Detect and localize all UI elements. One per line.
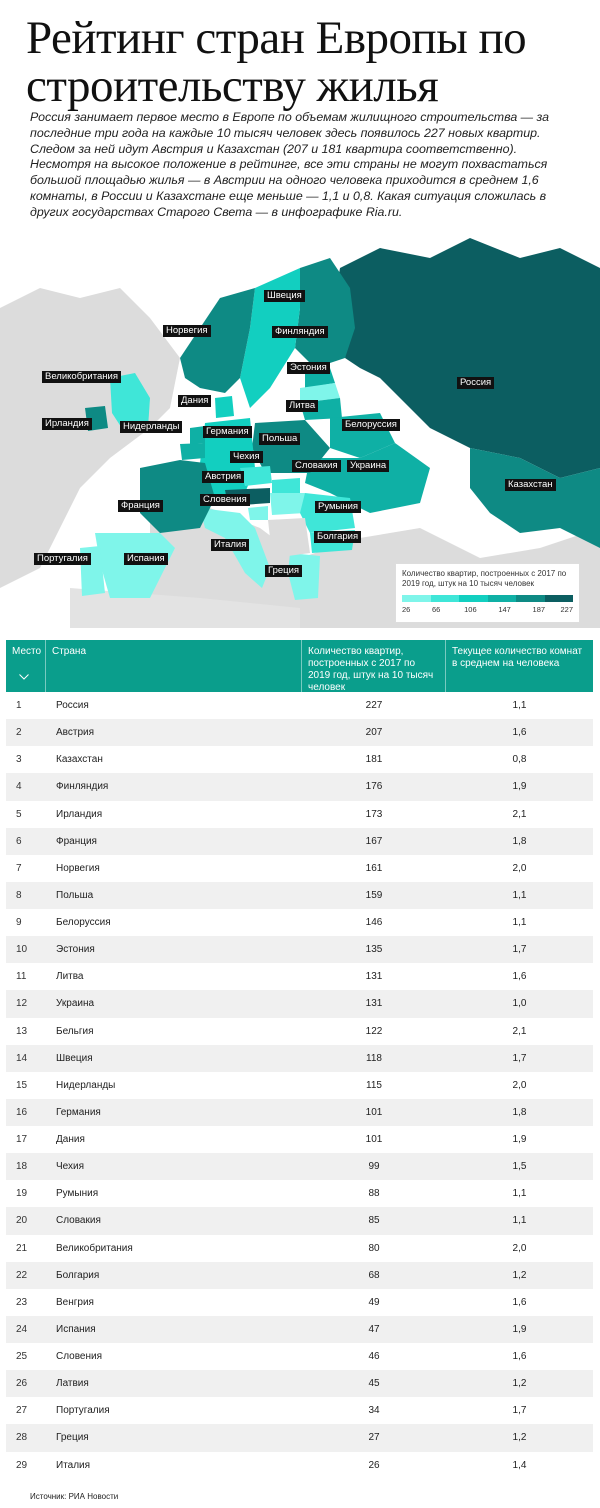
cell-country: Испания <box>56 1323 96 1335</box>
cell-flats: 88 <box>368 1188 380 1200</box>
cell-rooms: 1,1 <box>512 1215 527 1227</box>
table-row <box>6 990 593 1017</box>
table-row <box>6 909 593 936</box>
cell-rank: 4 <box>16 781 22 793</box>
table-row <box>6 855 593 882</box>
table-row <box>6 1235 593 1262</box>
cell-rank: 3 <box>16 754 22 766</box>
cell-flats: 227 <box>365 700 383 712</box>
cell-rooms: 1,9 <box>512 1134 527 1146</box>
cell-country: Польша <box>56 889 94 901</box>
map-label-estonia: Эстония <box>287 362 330 374</box>
cell-flats: 122 <box>365 1025 383 1037</box>
cell-country: Литва <box>56 971 84 983</box>
map-label-russia: Россия <box>457 377 494 389</box>
page-title: Рейтинг стран Европы по строительству жилья <box>26 12 527 112</box>
cell-flats: 26 <box>368 1459 380 1471</box>
cell-rooms: 2,1 <box>512 808 527 820</box>
header-rank-label: Место <box>12 646 42 657</box>
table-row <box>6 1370 593 1397</box>
table-row <box>6 1126 593 1153</box>
table-row <box>6 1018 593 1045</box>
legend-color-scale <box>402 595 573 602</box>
map-legend <box>395 563 580 623</box>
legend-swatch <box>459 595 488 602</box>
map-label-lithuania: Литва <box>286 400 318 412</box>
cell-rooms: 1,6 <box>512 971 527 983</box>
header-rooms[interactable]: Текущее количество комнат в среднем на человека <box>452 646 583 669</box>
map-label-slovakia: Словакия <box>292 460 341 472</box>
cell-rooms: 2,0 <box>512 1079 527 1091</box>
cell-country: Венгрия <box>56 1296 94 1308</box>
legend-tick: 26 <box>402 605 411 614</box>
cell-rooms: 1,1 <box>512 889 527 901</box>
cell-rooms: 1,0 <box>512 998 527 1010</box>
cell-flats: 46 <box>368 1351 380 1363</box>
cell-rooms: 1,2 <box>512 1269 527 1281</box>
map-label-ireland: Ирландия <box>42 418 92 430</box>
cell-flats: 27 <box>368 1432 380 1444</box>
table-row <box>6 1072 593 1099</box>
cell-flats: 161 <box>365 862 383 874</box>
map-label-sweden: Швеция <box>264 290 305 302</box>
cell-country: Австрия <box>56 727 95 739</box>
table-row <box>6 1289 593 1316</box>
cell-flats: 99 <box>368 1161 380 1173</box>
cell-rank: 7 <box>16 862 22 874</box>
cell-rank: 18 <box>16 1161 28 1173</box>
cell-country: Ирландия <box>56 808 103 820</box>
cell-rank: 10 <box>16 944 28 956</box>
cell-rooms: 1,5 <box>512 1161 527 1173</box>
legend-swatch <box>516 595 545 602</box>
map-label-portugal: Португалия <box>34 553 91 565</box>
legend-tick: 227 <box>560 605 573 614</box>
cell-flats: 167 <box>365 835 383 847</box>
map-slovakia <box>272 478 300 493</box>
map-hungary <box>270 493 305 515</box>
cell-country: Россия <box>56 700 89 712</box>
map-label-austria: Австрия <box>202 471 244 483</box>
map-label-uk: Великобритания <box>42 371 121 383</box>
cell-rank: 20 <box>16 1215 28 1227</box>
map-romania <box>300 493 355 533</box>
cell-rank: 26 <box>16 1378 28 1390</box>
map-label-slovenia: Словения <box>200 494 250 506</box>
legend-swatch <box>488 595 517 602</box>
map-label-denmark: Дания <box>178 395 211 407</box>
cell-rooms: 1,2 <box>512 1378 527 1390</box>
cell-country: Латвия <box>56 1378 89 1390</box>
map-label-italy: Италия <box>211 539 249 551</box>
cell-flats: 34 <box>368 1405 380 1417</box>
cell-rank: 17 <box>16 1134 28 1146</box>
cell-rank: 27 <box>16 1405 28 1417</box>
cell-flats: 135 <box>365 944 383 956</box>
cell-flats: 101 <box>365 1106 383 1118</box>
cell-rooms: 2,0 <box>512 862 527 874</box>
table-row <box>6 719 593 746</box>
map-label-czech: Чехия <box>230 451 263 463</box>
map-label-france: Франция <box>118 500 163 512</box>
cell-flats: 207 <box>365 727 383 739</box>
map-sweden <box>240 268 300 408</box>
cell-flats: 85 <box>368 1215 380 1227</box>
table-body <box>6 692 593 1479</box>
cell-rooms: 1,6 <box>512 1296 527 1308</box>
map-label-finland: Финляндия <box>272 326 328 338</box>
cell-flats: 49 <box>368 1296 380 1308</box>
cell-country: Германия <box>56 1106 101 1118</box>
cell-rank: 16 <box>16 1106 28 1118</box>
cell-country: Словения <box>56 1351 103 1363</box>
legend-title: Количество квартир, построенных с 2017 по 2019 год, штук на 10 тысяч человек <box>402 569 567 588</box>
cell-rank: 12 <box>16 998 28 1010</box>
cell-rooms: 1,1 <box>512 700 527 712</box>
cell-flats: 159 <box>365 889 383 901</box>
cell-rooms: 2,0 <box>512 1242 527 1254</box>
cell-country: Казахстан <box>56 754 103 766</box>
legend-swatch <box>402 595 431 602</box>
cell-country: Греция <box>56 1432 89 1444</box>
cell-rooms: 1,1 <box>512 917 527 929</box>
map-label-romania: Румыния <box>315 501 361 513</box>
table-row <box>6 1207 593 1234</box>
table-row <box>6 1099 593 1126</box>
cell-rooms: 1,6 <box>512 1351 527 1363</box>
lead-paragraph: Россия занимает первое место в Европе по объемам жилищного строительства — за последние три года на каждые 10 тысяч человек здесь появилось 227 новых квартир. Следом за ней идут Австрия и Казахстан (207 и 181 квартира соответственно). Несмотря на высокое положение в рейтинге, все эти страны не могут похвастаться большой площадью жилья — в Австрии на одного человека приходится в среднем 1,6 комнаты, в России и Казахстане еще меньше — 1,1 и 0,8. Какая ситуация сложилась в других государствах Старого Света — в инфографике Ria.ru. <box>30 110 550 219</box>
header-rank[interactable] <box>6 640 46 692</box>
cell-rank: 22 <box>16 1269 28 1281</box>
map-label-bulgaria: Болгария <box>314 531 361 543</box>
table-row <box>6 1452 593 1479</box>
cell-rank: 25 <box>16 1351 28 1363</box>
cell-flats: 131 <box>365 998 383 1010</box>
cell-rank: 24 <box>16 1323 28 1335</box>
cell-rank: 19 <box>16 1188 28 1200</box>
cell-country: Норвегия <box>56 862 100 874</box>
cell-rooms: 1,7 <box>512 944 527 956</box>
map-label-greece: Греция <box>265 565 302 577</box>
cell-flats: 173 <box>365 808 383 820</box>
cell-rooms: 1,4 <box>512 1459 527 1471</box>
cell-country: Словакия <box>56 1215 101 1227</box>
cell-rooms: 1,7 <box>512 1052 527 1064</box>
table-row <box>6 746 593 773</box>
legend-ticks <box>402 605 573 615</box>
cell-rank: 13 <box>16 1025 28 1037</box>
cell-rank: 14 <box>16 1052 28 1064</box>
cell-flats: 47 <box>368 1323 380 1335</box>
cell-flats: 131 <box>365 971 383 983</box>
cell-country: Чехия <box>56 1161 85 1173</box>
cell-rooms: 1,6 <box>512 727 527 739</box>
cell-rooms: 1,8 <box>512 835 527 847</box>
legend-swatch <box>431 595 460 602</box>
cell-rank: 6 <box>16 835 22 847</box>
cell-country: Эстония <box>56 944 95 956</box>
map-denmark <box>215 396 234 418</box>
header-country[interactable]: Страна <box>46 640 302 692</box>
cell-rank: 29 <box>16 1459 28 1471</box>
cell-country: Нидерланды <box>56 1079 116 1091</box>
map-czech <box>240 466 272 486</box>
table-row <box>6 1045 593 1072</box>
legend-swatch <box>545 595 574 602</box>
cell-rooms: 1,9 <box>512 1323 527 1335</box>
table-header <box>6 640 593 692</box>
cell-country: Финляндия <box>56 781 109 793</box>
cell-flats: 101 <box>365 1134 383 1146</box>
cell-flats: 118 <box>366 1052 382 1064</box>
table-row <box>6 1397 593 1424</box>
cell-rank: 28 <box>16 1432 28 1444</box>
cell-country: Франция <box>56 835 97 847</box>
map-label-poland: Польша <box>259 433 300 445</box>
cell-rooms: 1,2 <box>512 1432 527 1444</box>
table-row <box>6 1316 593 1343</box>
legend-tick: 187 <box>532 605 546 614</box>
table-row <box>6 773 593 800</box>
cell-country: Швеция <box>56 1052 93 1064</box>
cell-rooms: 1,9 <box>512 781 527 793</box>
cell-rank: 8 <box>16 889 22 901</box>
table-row <box>6 828 593 855</box>
map-label-belarus: Белоруссия <box>342 419 400 431</box>
cell-country: Украина <box>56 998 95 1010</box>
map-slovenia <box>248 506 268 520</box>
map-label-norway: Норвегия <box>163 325 211 337</box>
table-row <box>6 963 593 990</box>
cell-country: Белоруссия <box>56 917 111 929</box>
map-label-ukraine: Украина <box>347 460 389 472</box>
cell-rank: 2 <box>16 727 22 739</box>
cell-country: Дания <box>56 1134 85 1146</box>
table-row <box>6 1153 593 1180</box>
cell-flats: 176 <box>365 781 383 793</box>
map-label-spain: Испания <box>124 553 168 565</box>
table-row <box>6 1262 593 1289</box>
cell-country: Болгария <box>56 1269 100 1281</box>
cell-rooms: 1,1 <box>512 1188 527 1200</box>
map-label-germany: Германия <box>203 426 252 438</box>
table-row <box>6 1343 593 1370</box>
table-row <box>6 1424 593 1451</box>
cell-rank: 9 <box>16 917 22 929</box>
map-belgium <box>180 443 205 460</box>
cell-rooms: 2,1 <box>512 1025 527 1037</box>
cell-rooms: 1,7 <box>512 1405 527 1417</box>
table-row <box>6 801 593 828</box>
legend-tick: 106 <box>464 605 477 614</box>
cell-country: Португалия <box>56 1405 110 1417</box>
table-row <box>6 692 593 719</box>
cell-rank: 23 <box>16 1296 28 1308</box>
header-flats[interactable]: Количество квартир, построенных с 2017 по 2019 год, штук на 10 тысяч человек <box>302 640 446 692</box>
cell-flats: 68 <box>368 1269 380 1281</box>
cell-country: Великобритания <box>56 1242 133 1254</box>
cell-rank: 5 <box>16 808 22 820</box>
cell-country: Румыния <box>56 1188 99 1200</box>
cell-country: Бельгия <box>56 1025 94 1037</box>
legend-tick: 66 <box>432 605 441 614</box>
table-row <box>6 936 593 963</box>
cell-rank: 1 <box>16 700 22 712</box>
chevron-down-icon <box>19 674 29 680</box>
cell-flats: 115 <box>366 1079 382 1091</box>
legend-tick: 147 <box>498 605 511 614</box>
table-row <box>6 882 593 909</box>
cell-flats: 181 <box>365 754 383 766</box>
cell-rank: 21 <box>16 1242 28 1254</box>
cell-country: Италия <box>56 1459 91 1471</box>
cell-flats: 80 <box>368 1242 380 1254</box>
cell-rank: 11 <box>16 971 27 983</box>
map-label-kazakhstan: Казахстан <box>505 479 556 491</box>
cell-rooms: 1,8 <box>512 1106 527 1118</box>
ranking-table <box>6 640 593 1479</box>
cell-flats: 45 <box>368 1378 380 1390</box>
cell-flats: 146 <box>365 917 383 929</box>
source-note: Источник: РИА Новости <box>30 1492 119 1501</box>
table-row <box>6 1180 593 1207</box>
cell-rooms: 0,8 <box>512 754 527 766</box>
cell-rank: 15 <box>16 1079 28 1091</box>
map-label-netherlands: Нидерланды <box>120 421 182 433</box>
